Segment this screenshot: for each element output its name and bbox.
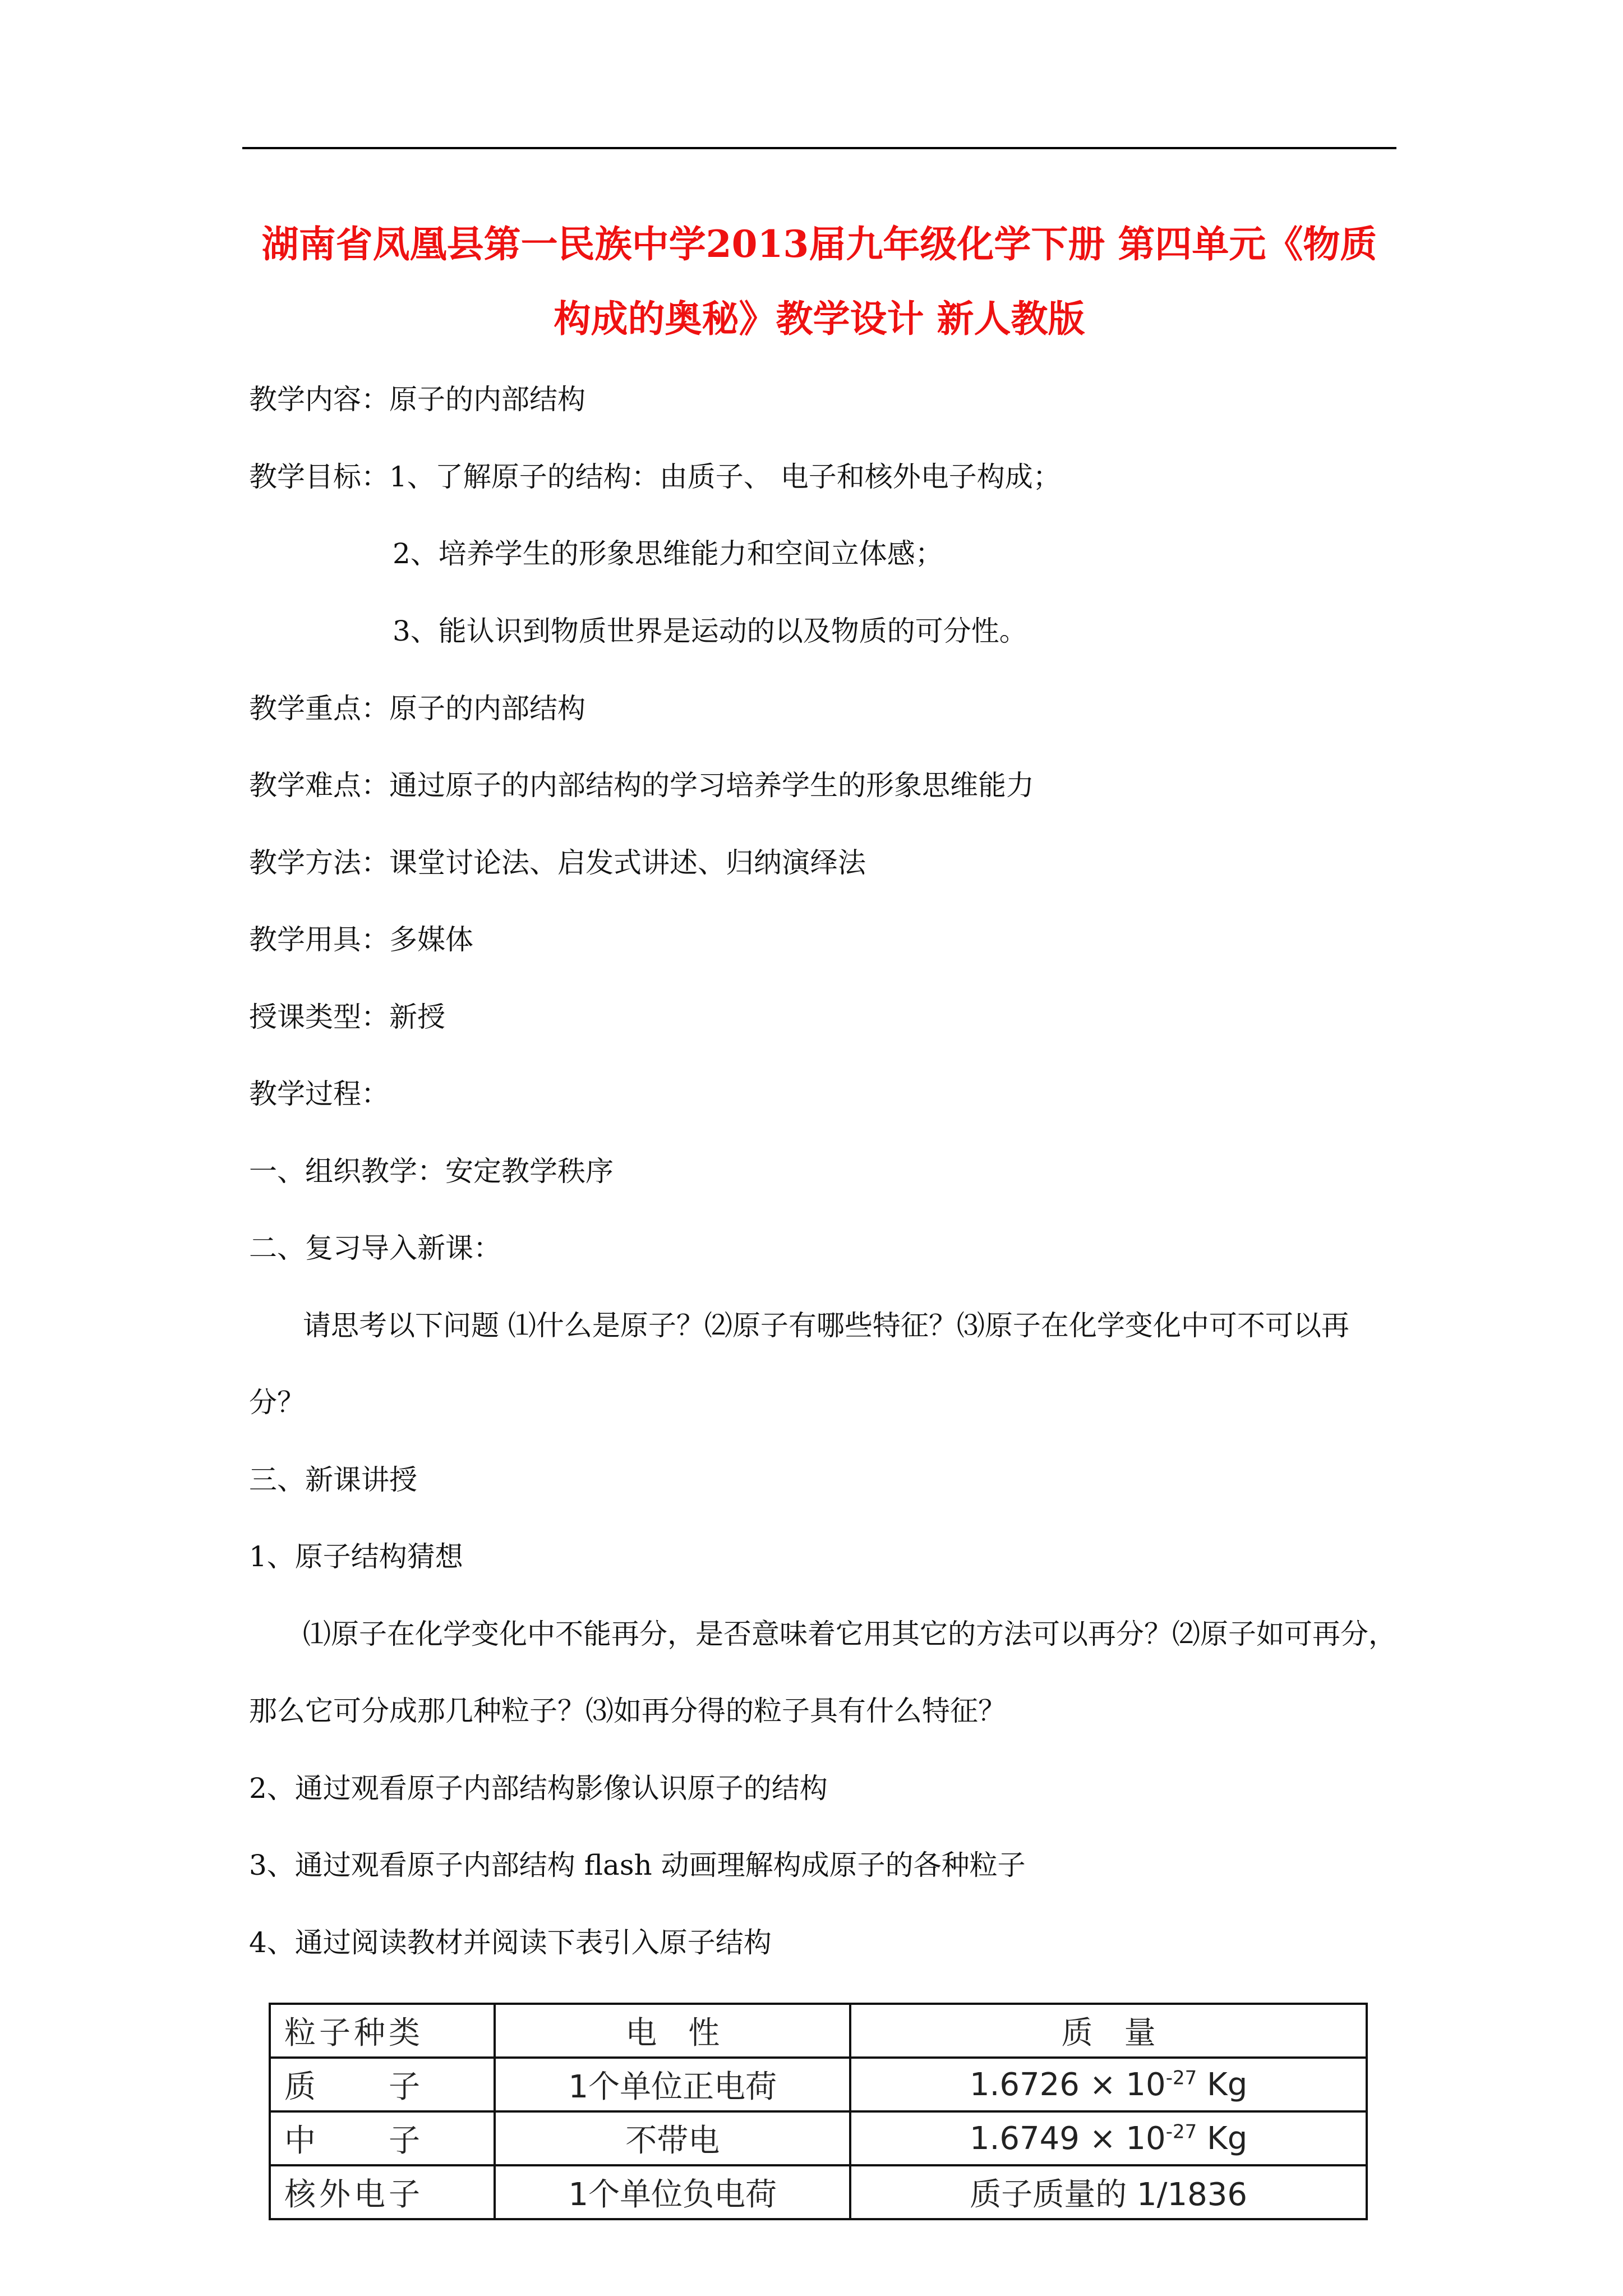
particle-mass	[850, 2058, 1367, 2111]
review-questions-line-2: 分？	[249, 1386, 305, 1419]
particle-name: 中 子	[270, 2111, 495, 2165]
mass-unit: Kg	[1207, 2120, 1248, 2157]
item-2: 2、通过观看原子内部结构影像认识原子的结构	[249, 1772, 828, 1805]
teaching-tools: 教学用具：多媒体	[249, 923, 473, 956]
teaching-content: 教学内容：原子的内部结构	[249, 383, 585, 416]
teaching-goal-1: 教学目标：1、了解原子的结构：由质子、 电子和核外电子构成；	[249, 461, 1061, 493]
section-3-heading: 三、新课讲授	[249, 1464, 417, 1496]
particle-charge: 1个单位负电荷	[495, 2165, 850, 2219]
header-rule	[242, 147, 1396, 149]
table-row	[270, 2058, 1367, 2111]
item-4: 4、通过阅读教材并阅读下表引入原子结构	[249, 1926, 772, 1959]
table-row	[270, 2111, 1367, 2165]
review-questions-line-1: 请思考以下问题 ⑴什么是原子？⑵原子有哪些特征？⑶原子在化学变化中可不可以再	[303, 1309, 1349, 1342]
document-title-line-2: 构成的奥秘》教学设计 新人教版	[554, 297, 1085, 341]
mass-unit: Kg	[1207, 2066, 1248, 2103]
particle-name: 核外电子	[270, 2165, 495, 2219]
table-row	[270, 2165, 1367, 2219]
item-3: 3、通过观看原子内部结构 flash 动画理解构成原子的各种粒子	[249, 1849, 1026, 1881]
mass-base: 1.6749 × 10	[969, 2120, 1166, 2157]
hypothesis-questions-line-2: 那么它可分成那几种粒子？⑶如再分得的粒子具有什么特征？	[249, 1695, 1006, 1727]
table-header-row	[270, 2004, 1367, 2058]
item-1-heading: 1、原子结构猜想	[249, 1540, 463, 1573]
teaching-goal-3: 3、能认识到物质世界是运动的以及物质的可分性。	[393, 615, 1027, 647]
teaching-process-heading: 教学过程：	[249, 1078, 389, 1110]
teaching-method: 教学方法：课堂讨论法、启发式讲述、归纳演绎法	[249, 846, 866, 879]
mass-base: 1.6726 × 10	[969, 2066, 1166, 2103]
header-particle-type: 粒子种类	[270, 2004, 495, 2058]
section-2-heading: 二、复习导入新课：	[249, 1232, 501, 1264]
particle-mass	[850, 2111, 1367, 2165]
section-1-heading: 一、组织教学：安定教学秩序	[249, 1155, 614, 1188]
document-title-line-1: 湖南省凤凰县第一民族中学2013届九年级化学下册 第四单元《物质	[261, 222, 1377, 266]
particle-table	[269, 2003, 1368, 2220]
header-mass: 质 量	[850, 2004, 1367, 2058]
particle-name: 质 子	[270, 2058, 495, 2111]
particle-charge: 1个单位正电荷	[495, 2058, 850, 2111]
mass-exponent: -27	[1165, 2066, 1197, 2089]
hypothesis-questions-line-1: ⑴原子在化学变化中不能再分，是否意味着它用其它的方法可以再分？⑵原子如可再分，	[303, 1618, 1396, 1650]
teaching-difficulty: 教学难点：通过原子的内部结构的学习培养学生的形象思维能力	[249, 769, 1034, 802]
lesson-type: 授课类型：新授	[249, 1001, 445, 1033]
mass-exponent: -27	[1165, 2120, 1197, 2143]
teaching-key-point: 教学重点：原子的内部结构	[249, 692, 585, 725]
teaching-goal-2: 2、培养学生的形象思维能力和空间立体感；	[393, 537, 943, 570]
particle-mass: 质子质量的 1/1836	[850, 2165, 1367, 2219]
header-charge: 电 性	[495, 2004, 850, 2058]
particle-charge: 不带电	[495, 2111, 850, 2165]
